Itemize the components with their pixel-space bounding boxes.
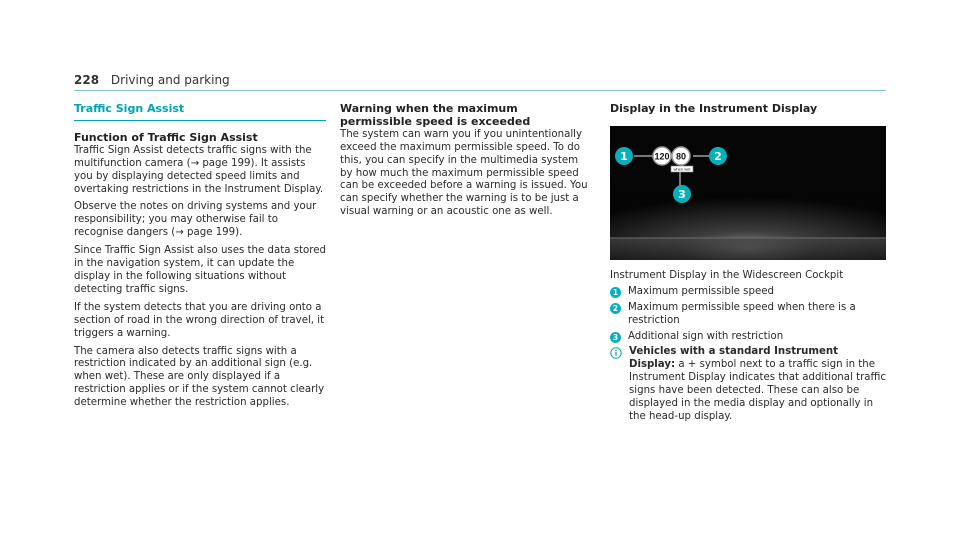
- info-icon: [610, 347, 622, 359]
- list-item-text: Maximum permissible speed: [628, 285, 774, 297]
- sign-120-label: 120: [654, 151, 670, 162]
- section-title: Traffic Sign Assist: [74, 103, 326, 121]
- additional-sign-label: when wet: [673, 166, 691, 172]
- list-item: [610, 286, 886, 299]
- callout-number: 3: [610, 332, 621, 343]
- figure-caption: Instrument Display in the Widescreen Cockpit: [610, 269, 844, 281]
- subheading-function: Function of Traffic Sign Assist: [74, 130, 258, 144]
- paragraph-1: Traffic Sign Assist detects traffic signs with the multifunction camera (→ page 199). It assists you by displaying detected speed limits and overtaking restrictions in the Instrument Display.: [74, 144, 324, 195]
- header-divider: [74, 90, 886, 91]
- note-body: a + symbol next to a traffic sign in the Instrument Display indicates that additional traffic signs have been detected. These can also be displayed in the media display and optionally in the head-up display.: [629, 359, 886, 422]
- callout-2-label: 2: [714, 149, 722, 163]
- display-illustration: [610, 126, 886, 260]
- info-note: [610, 346, 886, 423]
- subheading-display: Display in the Instrument Display: [610, 102, 818, 115]
- list-item: [610, 302, 886, 328]
- paragraph-2: Observe the notes on driving systems and your responsibility; you may otherwise fail to recognise dangers (→ page 199).: [74, 201, 317, 239]
- paragraph-5: The camera also detects traffic signs with a restriction indicated by an additional sign (e.g. when wet). These are only displayed if a restriction applies or if the system cannot clearly determine whether the restriction applies.: [74, 345, 325, 409]
- page-header: [74, 73, 230, 87]
- list-item-text: Additional sign with restriction: [628, 330, 784, 342]
- callout-number: 2: [610, 303, 621, 314]
- note-bold: Vehicles with a standard Instrument Display:: [629, 346, 839, 371]
- list-item: [610, 331, 886, 344]
- list-item-text: Maximum permissible speed when there is a restriction: [628, 301, 856, 326]
- subheading-warning: Warning when the maximum permissible speed is exceeded: [340, 102, 531, 128]
- column-traffic-sign-assist: [74, 103, 326, 415]
- instrument-display-figure: [610, 126, 886, 260]
- paragraph-4: If the system detects that you are driving onto a section of road in the wrong direction of travel, it triggers a warning.: [74, 301, 325, 339]
- column-speed-warning: [340, 103, 592, 224]
- page-number: 228: [74, 73, 100, 87]
- paragraph-3: Since Traffic Sign Assist also uses the data stored in the navigation system, it can update the display in the following situations without detecting traffic signs.: [74, 245, 326, 295]
- paragraph-warning: The system can warn you if you unintentionally exceed the maximum permissible speed. To do this, you can specify in the multimedia system by how much the maximum permissible speed can be exceeded before a warning is issued. You can specify whether the warning is to be just a visual warning or an acoustic one as well.: [340, 128, 588, 218]
- callout-3-label: 3: [678, 187, 686, 201]
- info-note-text: [629, 346, 886, 423]
- chapter-title: Driving and parking: [110, 73, 230, 87]
- column-instrument-display: [610, 103, 886, 424]
- sign-80-label: 80: [675, 151, 687, 162]
- callout-1-label: 1: [620, 149, 628, 163]
- callout-number: 1: [610, 287, 621, 298]
